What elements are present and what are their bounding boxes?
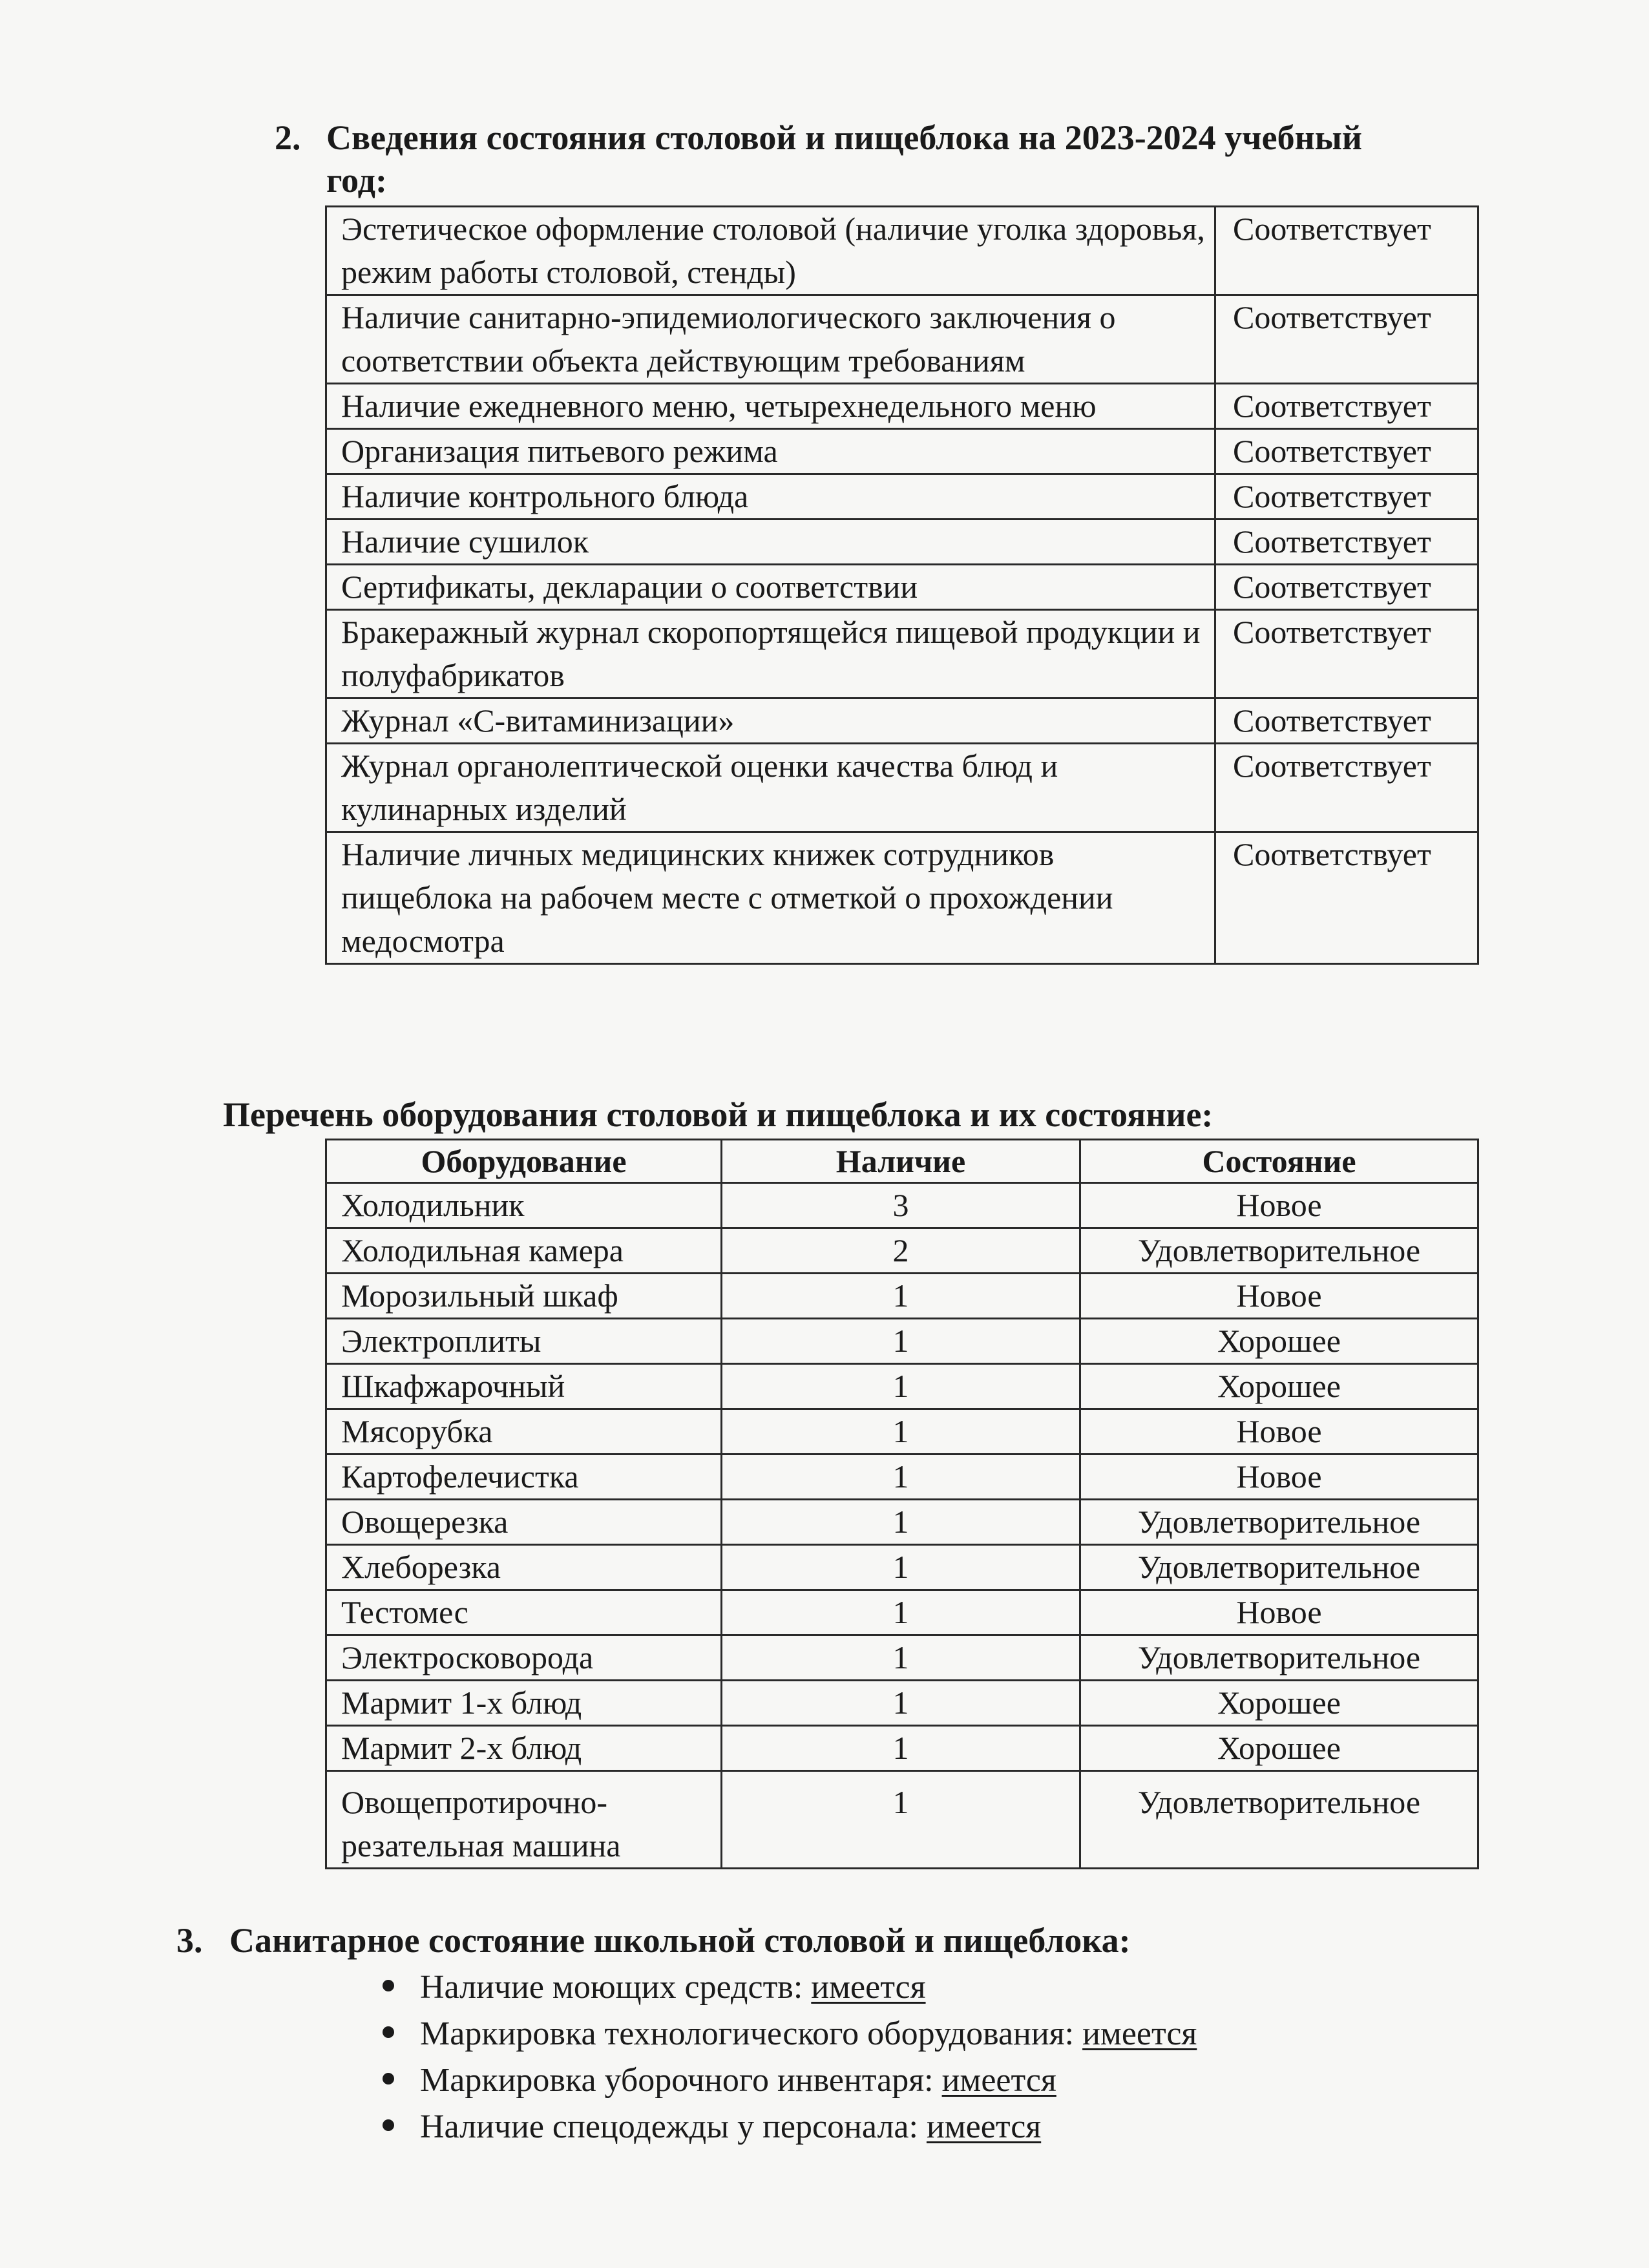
equipment-state: Хорошее xyxy=(1080,1364,1478,1409)
table-row xyxy=(326,1319,1478,1364)
equipment-state: Удовлетворительное xyxy=(1080,1545,1478,1590)
equipment-count: 2 xyxy=(722,1228,1080,1274)
table-row xyxy=(326,429,1478,474)
list-item-label: Маркировка уборочного инвентаря: xyxy=(420,2062,942,2099)
header-count: Наличие xyxy=(722,1140,1080,1183)
table-row xyxy=(326,1228,1478,1274)
equipment-name: Овощерезка xyxy=(326,1500,722,1545)
table-row xyxy=(326,1183,1478,1228)
table-row xyxy=(326,1590,1478,1635)
table-row xyxy=(326,1771,1478,1869)
table-row xyxy=(326,1364,1478,1409)
table-row xyxy=(326,295,1478,384)
status-cell: Соответствует xyxy=(1215,429,1478,474)
status-cell: Соответствует xyxy=(1215,744,1478,832)
equipment-state: Хорошее xyxy=(1080,1319,1478,1364)
equipment-table xyxy=(325,1139,1479,1869)
table-row xyxy=(326,1726,1478,1771)
equipment-count: 1 xyxy=(722,1635,1080,1681)
table-row xyxy=(326,474,1478,520)
criterion-cell: Наличие санитарно-эпидемиологического заключения о соответствии объекта действующим требованиям xyxy=(326,295,1215,384)
equipment-state: Новое xyxy=(1080,1274,1478,1319)
criterion-cell: Наличие сушилок xyxy=(326,520,1215,565)
list-item-value: имеется xyxy=(811,1969,926,2006)
equipment-name: Тестомес xyxy=(326,1590,722,1635)
table-row xyxy=(326,1635,1478,1681)
table-row xyxy=(326,384,1478,429)
list-item xyxy=(420,2011,1197,2057)
equipment-state: Удовлетворительное xyxy=(1080,1771,1478,1869)
table-row xyxy=(326,565,1478,610)
status-cell: Соответствует xyxy=(1215,295,1478,384)
equipment-name: Мясорубка xyxy=(326,1409,722,1454)
section-3-number: 3. xyxy=(176,1921,203,1960)
list-item-label: Маркировка технологического оборудования: xyxy=(420,2015,1083,2052)
equipment-count: 1 xyxy=(722,1364,1080,1409)
equipment-count: 1 xyxy=(722,1590,1080,1635)
section-3-title: Санитарное состояние школьной столовой и пищеблока: xyxy=(229,1921,1131,1960)
equipment-count: 1 xyxy=(722,1274,1080,1319)
equipment-state: Новое xyxy=(1080,1454,1478,1500)
table-row xyxy=(326,1681,1478,1726)
table-row xyxy=(326,1545,1478,1590)
equipment-state: Удовлетворительное xyxy=(1080,1635,1478,1681)
equipment-name: Овощепротирочно-резательная машина xyxy=(326,1771,722,1869)
equipment-state: Новое xyxy=(1080,1409,1478,1454)
equipment-state: Новое xyxy=(1080,1183,1478,1228)
criterion-cell: Журнал органолептической оценки качества блюд и кулинарных изделий xyxy=(326,744,1215,832)
section-2-title-line1: Сведения состояния столовой и пищеблока на 2023-2024 учебный xyxy=(326,118,1362,157)
criterion-cell: Организация питьевого режима xyxy=(326,429,1215,474)
equipment-name: Мармит 1-х блюд xyxy=(326,1681,722,1726)
list-item xyxy=(420,1964,1197,2011)
equipment-name: Холодильная камера xyxy=(326,1228,722,1274)
equipment-count: 3 xyxy=(722,1183,1080,1228)
equipment-name: Холодильник xyxy=(326,1183,722,1228)
equipment-count: 1 xyxy=(722,1454,1080,1500)
equipment-count: 1 xyxy=(722,1771,1080,1869)
criterion-cell: Наличие ежедневного меню, четырехнедельного меню xyxy=(326,384,1215,429)
section-2-title-line2: год: xyxy=(326,161,387,200)
equipment-count: 1 xyxy=(722,1545,1080,1590)
header-state: Состояние xyxy=(1080,1140,1478,1183)
equipment-state: Новое xyxy=(1080,1590,1478,1635)
list-item xyxy=(420,2057,1197,2104)
section-2-title xyxy=(326,116,1522,202)
equipment-count: 1 xyxy=(722,1726,1080,1771)
criterion-cell: Наличие личных медицинских книжек сотрудников пищеблока на рабочем месте с отметкой о прохождении медосмотра xyxy=(326,832,1215,964)
bullet-icon xyxy=(383,1980,394,1991)
equipment-count: 1 xyxy=(722,1409,1080,1454)
list-item xyxy=(420,2104,1197,2150)
equipment-state: Удовлетворительное xyxy=(1080,1500,1478,1545)
list-item-value: имеется xyxy=(926,2108,1042,2145)
equipment-state: Хорошее xyxy=(1080,1726,1478,1771)
criterion-cell: Сертификаты, декларации о соответствии xyxy=(326,565,1215,610)
equipment-name: Электроплиты xyxy=(326,1319,722,1364)
status-cell: Соответствует xyxy=(1215,384,1478,429)
list-item-label: Наличие моющих средств: xyxy=(420,1969,812,2006)
status-cell: Соответствует xyxy=(1215,520,1478,565)
section-2-number: 2. xyxy=(275,118,301,157)
equipment-name: Мармит 2-х блюд xyxy=(326,1726,722,1771)
status-cell: Соответствует xyxy=(1215,698,1478,744)
canteen-status-table xyxy=(325,205,1479,965)
equipment-name: Морозильный шкаф xyxy=(326,1274,722,1319)
criterion-cell: Эстетическое оформление столовой (наличие уголка здоровья, режим работы столовой, стенды) xyxy=(326,207,1215,295)
bullet-icon xyxy=(383,2073,394,2084)
table-row xyxy=(326,207,1478,295)
list-item-value: имеется xyxy=(1082,2015,1197,2052)
list-item-label: Наличие спецодежды у персонала: xyxy=(420,2108,927,2145)
equipment-count: 1 xyxy=(722,1500,1080,1545)
bullet-icon xyxy=(383,2026,394,2038)
equipment-state: Удовлетворительное xyxy=(1080,1228,1478,1274)
equipment-name: Хлеборезка xyxy=(326,1545,722,1590)
equipment-state: Хорошее xyxy=(1080,1681,1478,1726)
status-cell: Соответствует xyxy=(1215,610,1478,698)
table-row xyxy=(326,698,1478,744)
table-row xyxy=(326,1500,1478,1545)
list-item-value: имеется xyxy=(941,2062,1056,2099)
criterion-cell: Наличие контрольного блюда xyxy=(326,474,1215,520)
sanitary-list xyxy=(420,1964,1197,2150)
table-row xyxy=(326,744,1478,832)
table-row xyxy=(326,1454,1478,1500)
equipment-name: Картофелечистка xyxy=(326,1454,722,1500)
status-cell: Соответствует xyxy=(1215,474,1478,520)
table-row xyxy=(326,610,1478,698)
criterion-cell: Журнал «С-витаминизации» xyxy=(326,698,1215,744)
equipment-name: Электросковорода xyxy=(326,1635,722,1681)
status-cell: Соответствует xyxy=(1215,832,1478,964)
equipment-count: 1 xyxy=(722,1319,1080,1364)
table-row xyxy=(326,1409,1478,1454)
table-row xyxy=(326,1274,1478,1319)
table-row xyxy=(326,520,1478,565)
criterion-cell: Бракеражный журнал скоропортящейся пищевой продукции и полуфабрикатов xyxy=(326,610,1215,698)
equipment-name: Шкафжарочный xyxy=(326,1364,722,1409)
header-equipment: Оборудование xyxy=(326,1140,722,1183)
table-row xyxy=(326,832,1478,964)
bullet-icon xyxy=(383,2119,394,2131)
equipment-count: 1 xyxy=(722,1681,1080,1726)
table-header-row xyxy=(326,1140,1478,1183)
status-cell: Соответствует xyxy=(1215,207,1478,295)
equipment-title: Перечень оборудования столовой и пищеблока и их состояние: xyxy=(223,1095,1213,1134)
status-cell: Соответствует xyxy=(1215,565,1478,610)
